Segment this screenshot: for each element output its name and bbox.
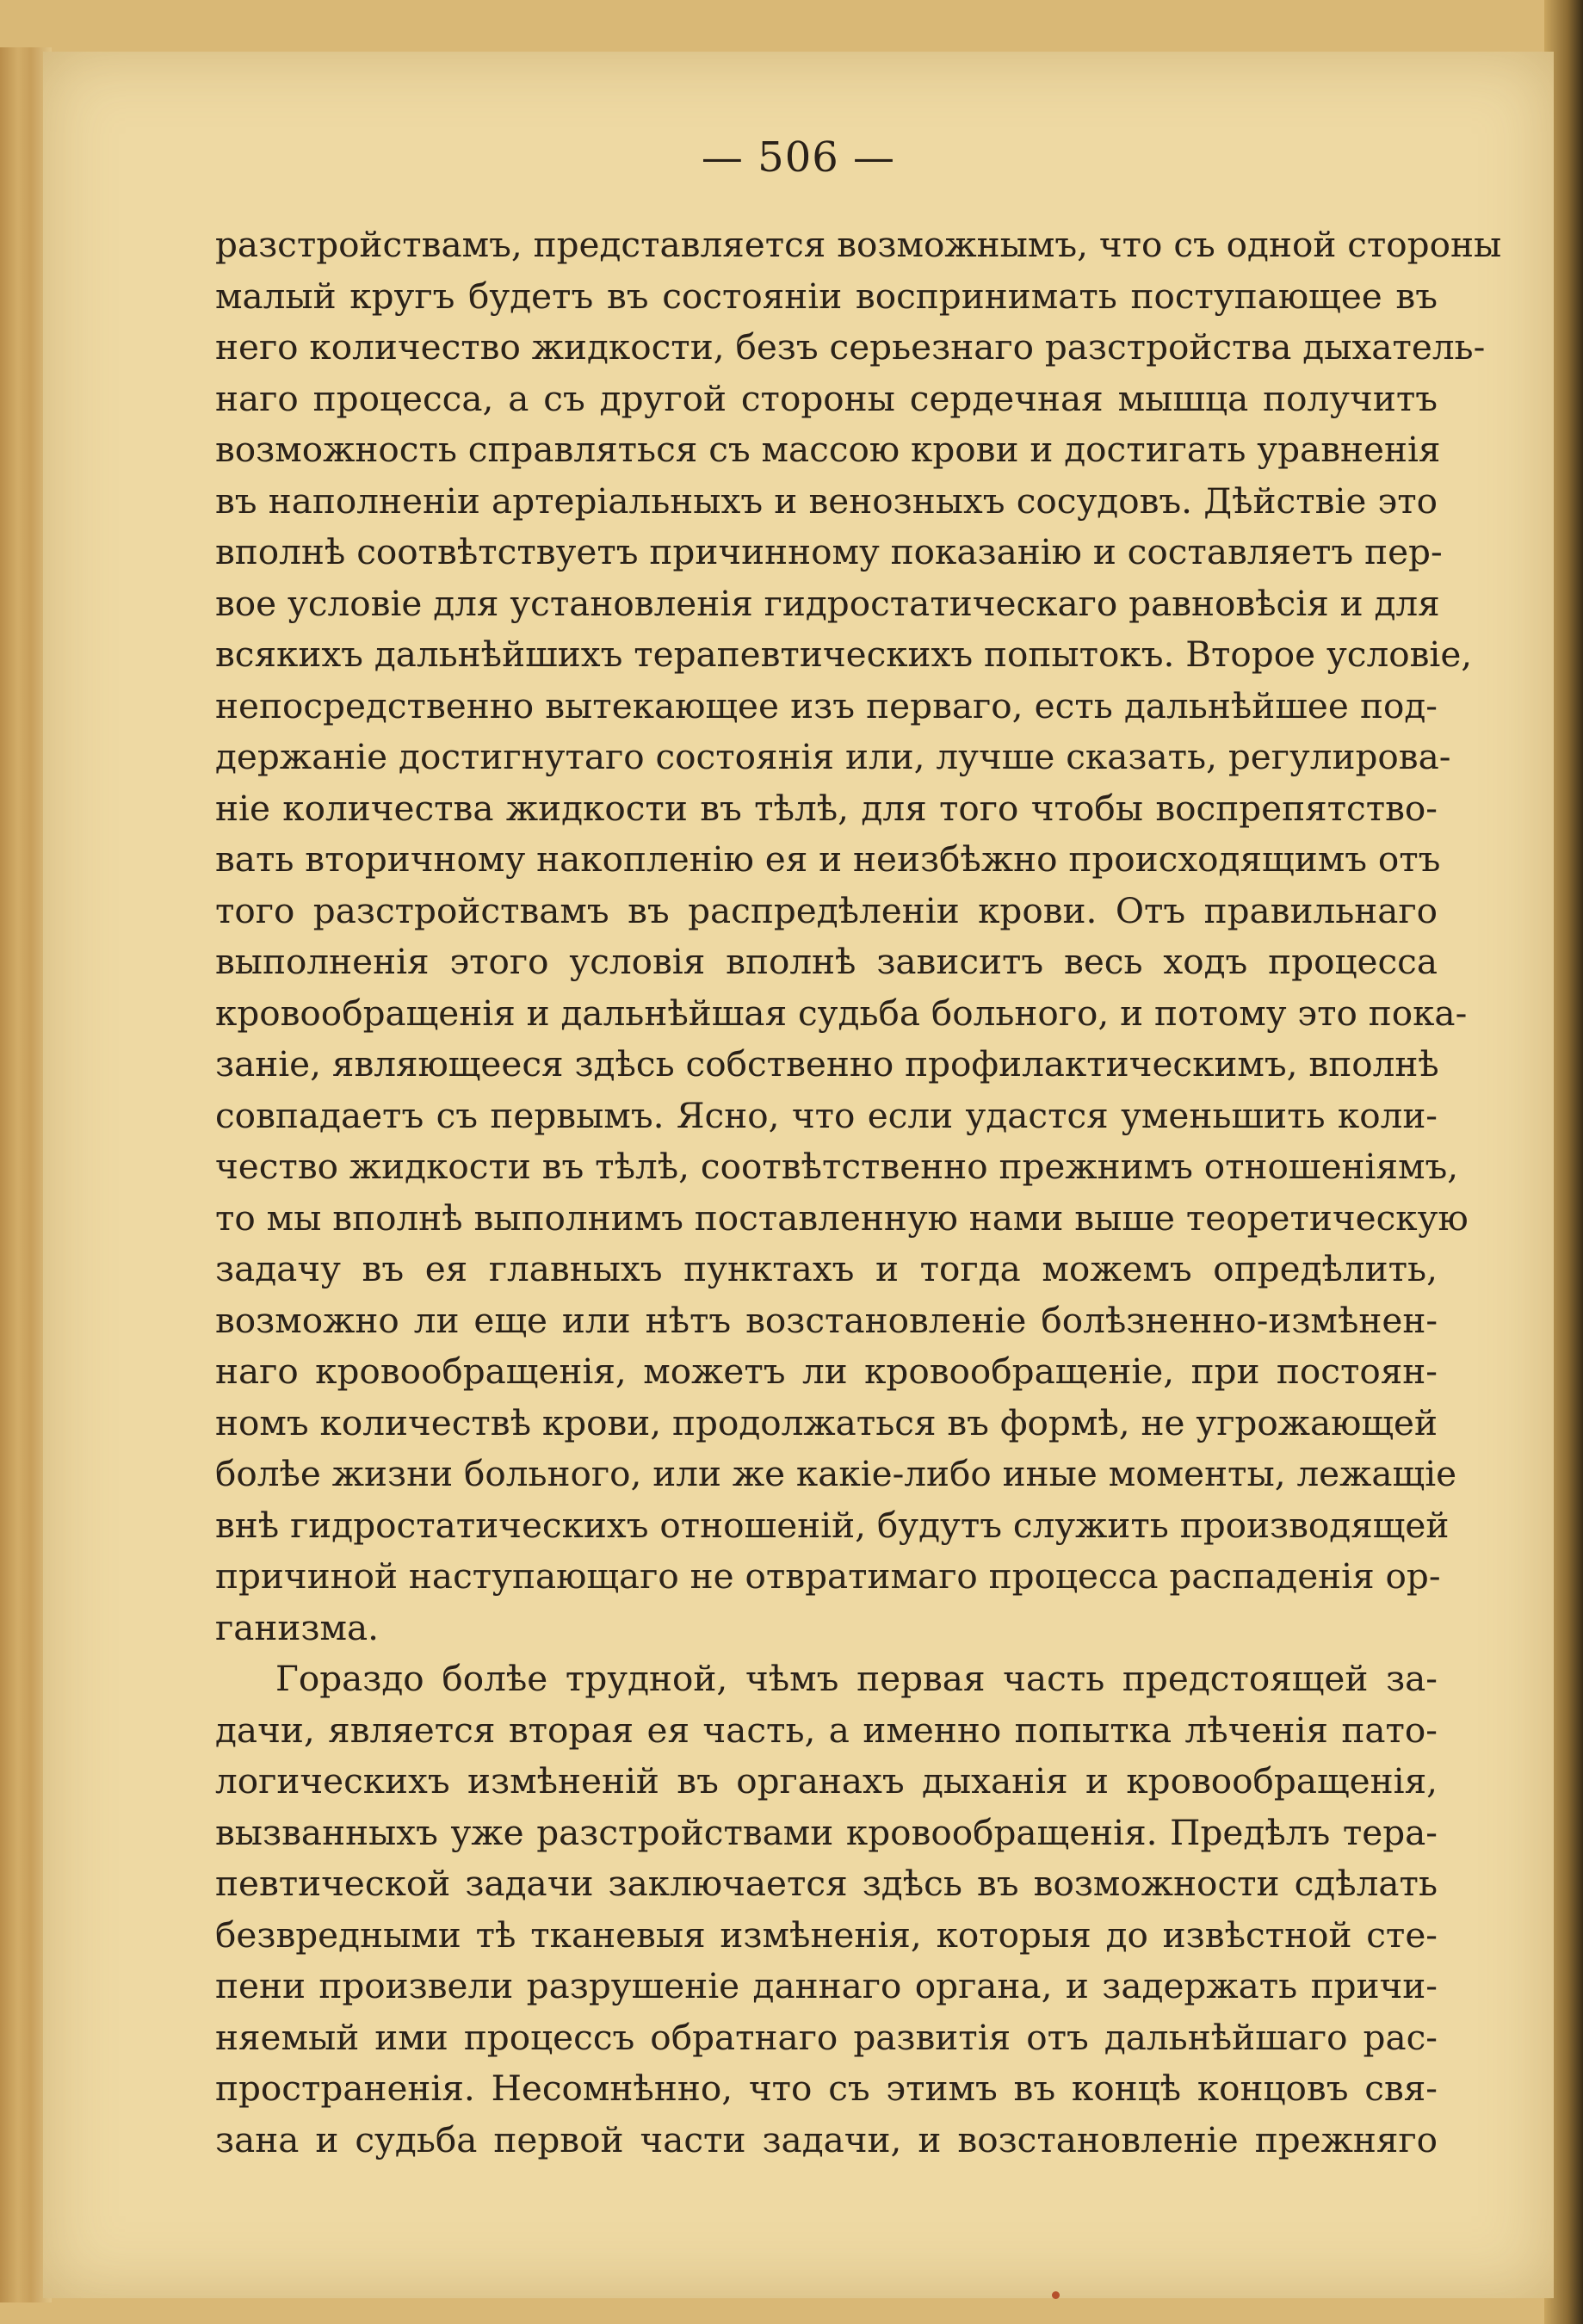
text-line: зана и судьба первой части задачи, и возстановленіе прежняго <box>215 2118 1438 2160</box>
text-line: совпадаетъ съ первымъ. Ясно, что если удастся уменьшить коли- <box>215 1094 1438 1136</box>
paragraph-1 <box>215 219 1502 1653</box>
text-line: пени произвели разрушеніе даннаго органа, и задержать причи- <box>215 1965 1438 2006</box>
text-line: того разстройствамъ въ распредѣленіи крови. Отъ правильнаго <box>215 889 1438 931</box>
text-line: номъ количествѣ крови, продолжаться въ формѣ, не угрожающей <box>215 1401 1438 1443</box>
text-line: причиной наступающаго не отвратимаго процесса распаденія ор- <box>215 1555 1441 1597</box>
text-line: возможность справляться съ массою крови и достигать уравненія <box>215 429 1441 470</box>
text-line: задачу въ ея главныхъ пунктахъ и тогда можемъ опредѣлить, <box>215 1248 1438 1289</box>
text-line: наго кровообращенія, можетъ ли кровообращеніе, при постоян- <box>215 1351 1438 1392</box>
text-line: наго процесса, а съ другой стороны сердечная мышца получитъ <box>215 377 1438 419</box>
text-line: болѣе жизни больного, или же какіе-либо иные моменты, лежащіе <box>215 1453 1457 1494</box>
page-number: — 506 — <box>701 133 896 182</box>
text-line: непосредственно вытекающее изъ перваго, есть дальнѣйшее под- <box>215 684 1438 726</box>
text-line: держаніе достигнутаго состоянія или, лучше сказать, регулирова- <box>215 736 1451 777</box>
text-line: вое условіе для установленія гидростатическаго равновѣсія и для <box>215 582 1440 624</box>
page-text <box>215 219 1502 2166</box>
text-line: заніе, являющееся здѣсь собственно профилактическимъ, вполнѣ <box>215 1043 1439 1085</box>
text-line: вать вторичному накопленію ея и неизбѣжно происходящимъ отъ <box>215 838 1441 880</box>
text-line: въ наполненіи артеріальныхъ и венозныхъ сосудовъ. Дѣйствіе это <box>215 479 1438 522</box>
text-line: вызванныхъ уже разстройствами кровообращенія. Предѣлъ тера- <box>215 1811 1438 1853</box>
text-line: кровообращенія и дальнѣйшая судьба больного, и потому это пока- <box>215 992 1468 1034</box>
text-line: певтической задачи заключается здѣсь въ возможности сдѣлать <box>215 1863 1438 1904</box>
text-line: логическихъ измѣненій въ органахъ дыханія и кровообращенія, <box>215 1760 1438 1802</box>
text-line: малый кругъ будетъ въ состояніи воспринимать поступающее въ <box>215 275 1438 317</box>
text-line: разстройствамъ, представляется возможнымъ, что съ одной стороны <box>215 224 1502 265</box>
text-line: няемый ими процессъ обратнаго развитія отъ дальнѣйшаго рас- <box>215 2016 1438 2058</box>
text-line: дачи, является вторая ея часть, а именно попытка лѣченія пато- <box>215 1709 1438 1751</box>
text-line: чество жидкости въ тѣлѣ, соотвѣтственно прежнимъ отношеніямъ, <box>215 1146 1459 1187</box>
text-line: безвредными тѣ тканевыя измѣненія, которыя до извѣстной сте- <box>215 1913 1438 1956</box>
text-line: всякихъ дальнѣйшихъ терапевтическихъ попытокъ. Второе условіе, <box>215 634 1473 675</box>
text-line: пространенія. Несомнѣнно, что съ этимъ въ концѣ концовъ свя- <box>215 2067 1438 2109</box>
ink-spot <box>1052 2291 1060 2299</box>
text-line: вполнѣ соотвѣтствуетъ причинному показанію и составляетъ пер- <box>215 531 1443 572</box>
text-line: то мы вполнѣ выполнимъ поставленную нами выше теоретическую <box>215 1196 1469 1239</box>
text-line: внѣ гидростатическихъ отношеній, будутъ служить производящей <box>215 1504 1450 1546</box>
text-line: Гораздо болѣе трудной, чѣмъ первая часть предстоящей за- <box>275 1658 1438 1699</box>
text-line: ганизма. <box>215 1606 379 1648</box>
book-page <box>43 52 1554 2298</box>
text-line: него количество жидкости, безъ серьезнаго разстройства дыхатель- <box>215 326 1486 368</box>
text-line: возможно ли еще или нѣтъ возстановленіе болѣзненно-измѣнен- <box>215 1299 1438 1341</box>
text-line: ніе количества жидкости въ тѣлѣ, для того чтобы воспрепятство- <box>215 787 1438 829</box>
paragraph-2 <box>215 1653 1438 2166</box>
text-line: выполненія этого условія вполнѣ зависитъ весь ходъ процесса <box>215 941 1438 982</box>
